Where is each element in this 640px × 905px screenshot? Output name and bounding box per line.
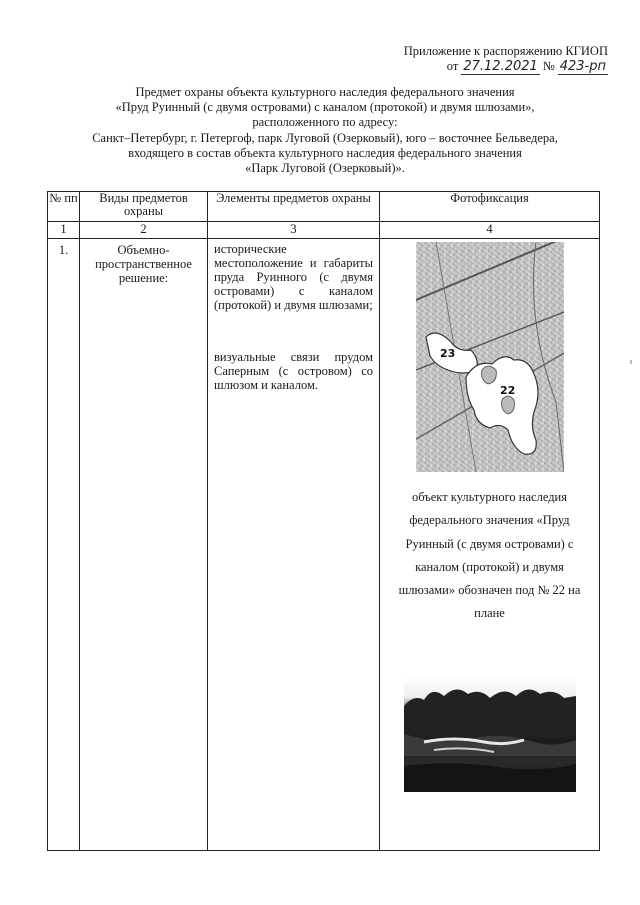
map-caption: объект культурного наследия федерального значения «Пруд Руинный (с двумя островами) с каналом (протокой) и двумя шлюзами» обозначен под № 22 на плане — [398, 490, 581, 621]
map-label-23: 23 — [439, 347, 455, 360]
header-number: № пп — [48, 192, 80, 222]
map-label-22: 22 — [499, 384, 515, 397]
row-photo-fixation — [380, 239, 600, 851]
heading-line: Санкт–Петербург, г. Петергоф, парк Луговой (Озерковый), юго – восточнее Бельведера, — [92, 130, 558, 145]
handwritten-number: 423-рп — [559, 59, 606, 74]
protection-table — [47, 191, 600, 851]
appendix-title: Приложение к распоряжению КГИОП — [403, 44, 608, 58]
header-protection-type: Виды предметов охраны — [80, 192, 208, 222]
scan-artifact — [630, 360, 632, 364]
appendix-from-label: от — [446, 59, 459, 73]
header-protection-elements: Элементы предметов охраны — [208, 192, 380, 222]
number-sign: № — [542, 59, 555, 73]
column-number: 4 — [380, 222, 600, 239]
element-text: визуальные связи прудом Саперным (с островом) со шлюзом и каналом. — [214, 350, 373, 392]
row-protection-type: Объемно-пространственное решение: — [80, 239, 208, 851]
column-number: 2 — [80, 222, 208, 239]
row-number: 1. — [48, 239, 80, 851]
column-number: 1 — [48, 222, 80, 239]
appendix-date-line — [404, 59, 608, 75]
heading-line: «Пруд Руинный (с двумя островами) с каналом (протокой) и двумя шлюзами», — [115, 100, 535, 115]
heading-line: расположенного по адресу: — [252, 115, 398, 130]
column-numbers-row — [48, 222, 600, 239]
table-header-row — [48, 192, 600, 222]
column-number: 3 — [208, 222, 380, 239]
site-plan-map — [416, 242, 564, 472]
header-photo-fixation: Фотофиксация — [380, 192, 600, 222]
heading-line: Предмет охраны объекта культурного наследия федерального значения — [135, 85, 515, 99]
element-text: исторические местоположение и габариты пруда Руинного (с двумя островами) с каналом (протокой) и двумя шлюзами; — [214, 242, 373, 312]
pond-photograph — [404, 676, 576, 792]
heading-line: «Парк Луговой (Озерковый)». — [245, 161, 405, 176]
row-protection-elements — [208, 239, 380, 851]
table-row — [48, 239, 600, 851]
appendix-reference — [404, 44, 608, 75]
handwritten-date: 27.12.2021 — [463, 59, 538, 74]
heading-line: входящего в состав объекта культурного наследия федерального значения — [128, 145, 522, 160]
document-heading — [50, 85, 600, 176]
